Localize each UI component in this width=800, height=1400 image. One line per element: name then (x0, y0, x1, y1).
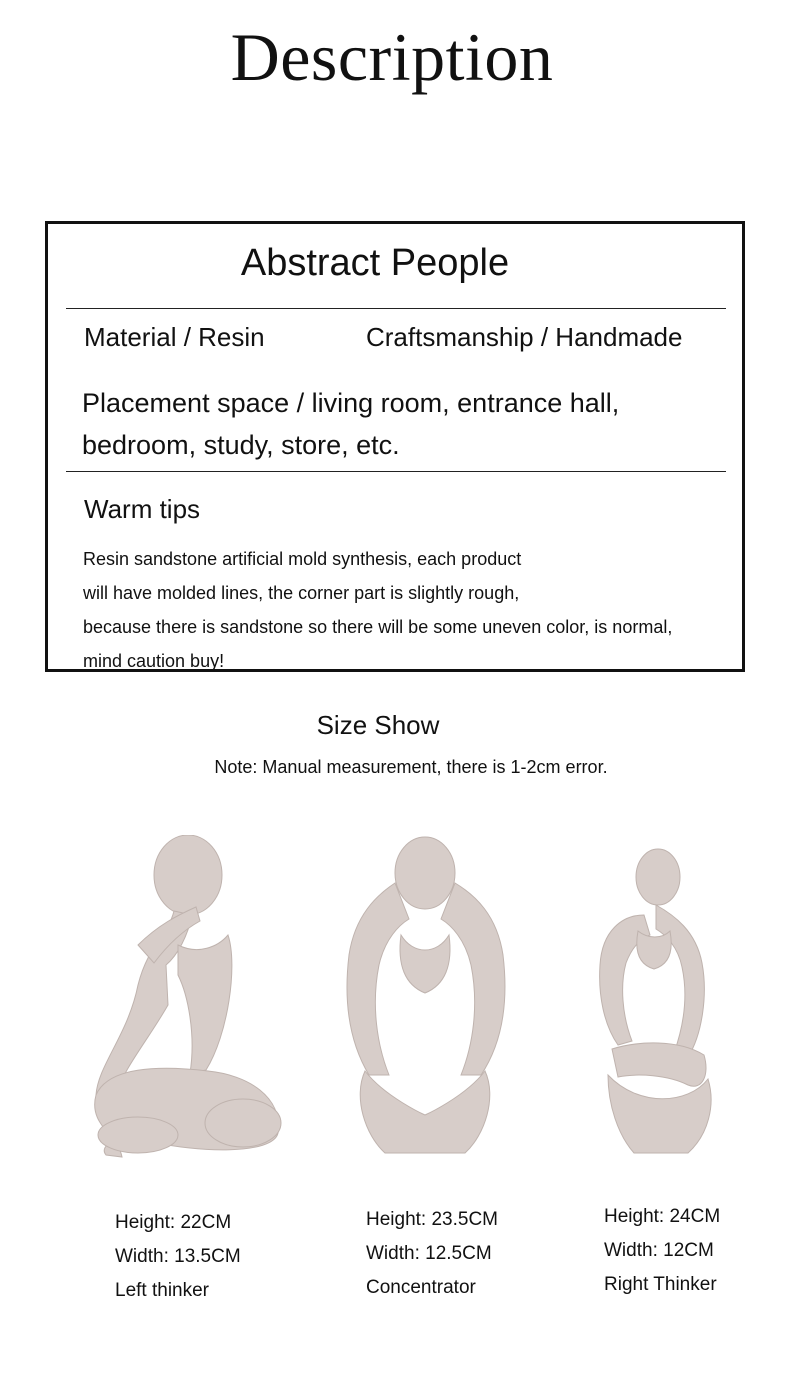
divider (66, 471, 726, 472)
product-name: Right Thinker (604, 1274, 717, 1295)
divider (66, 308, 726, 309)
product-specs-left-thinker (115, 1206, 241, 1308)
left-thinker-sculpture-icon (78, 835, 298, 1175)
warm-tips-title: Warm tips (84, 494, 201, 524)
product-specs-concentrator (366, 1203, 498, 1305)
placement-label: Placement space / living room, entrance hall, bedroom, study, store, etc. (82, 388, 620, 460)
craftsmanship-label: Craftsmanship / Handmade (366, 322, 683, 352)
warm-tips-line: Resin sandstone artificial mold synthesis, each product (83, 549, 522, 569)
size-note: Note: Manual measurement, there is 1-2cm error. (214, 757, 608, 777)
height-label: Height: 22CM (115, 1212, 232, 1233)
product-specs-right-thinker (604, 1200, 720, 1302)
product-name: Concentrator (366, 1277, 476, 1298)
width-label: Width: 12CM (604, 1240, 714, 1261)
warm-tips-line: mind caution buy! (83, 651, 225, 671)
warm-tips-line: will have molded lines, the corner part is slightly rough, (83, 583, 520, 603)
right-thinker-sculpture-icon (578, 835, 728, 1175)
page-title: Description (230, 19, 554, 95)
height-label: Height: 24CM (604, 1206, 721, 1227)
width-label: Width: 13.5CM (115, 1246, 241, 1267)
concentrator-sculpture-icon (325, 835, 525, 1175)
size-show-title: Size Show (316, 710, 440, 740)
width-label: Width: 12.5CM (366, 1243, 492, 1264)
material-label: Material / Resin (84, 322, 265, 352)
warm-tips-line: because there is sandstone so there will be some uneven color, is normal, (83, 617, 673, 637)
product-title: Abstract People (240, 242, 510, 284)
description-box (45, 221, 745, 672)
height-label: Height: 23.5CM (366, 1209, 499, 1230)
product-name: Left thinker (115, 1280, 209, 1301)
warm-tips-text (83, 542, 733, 678)
